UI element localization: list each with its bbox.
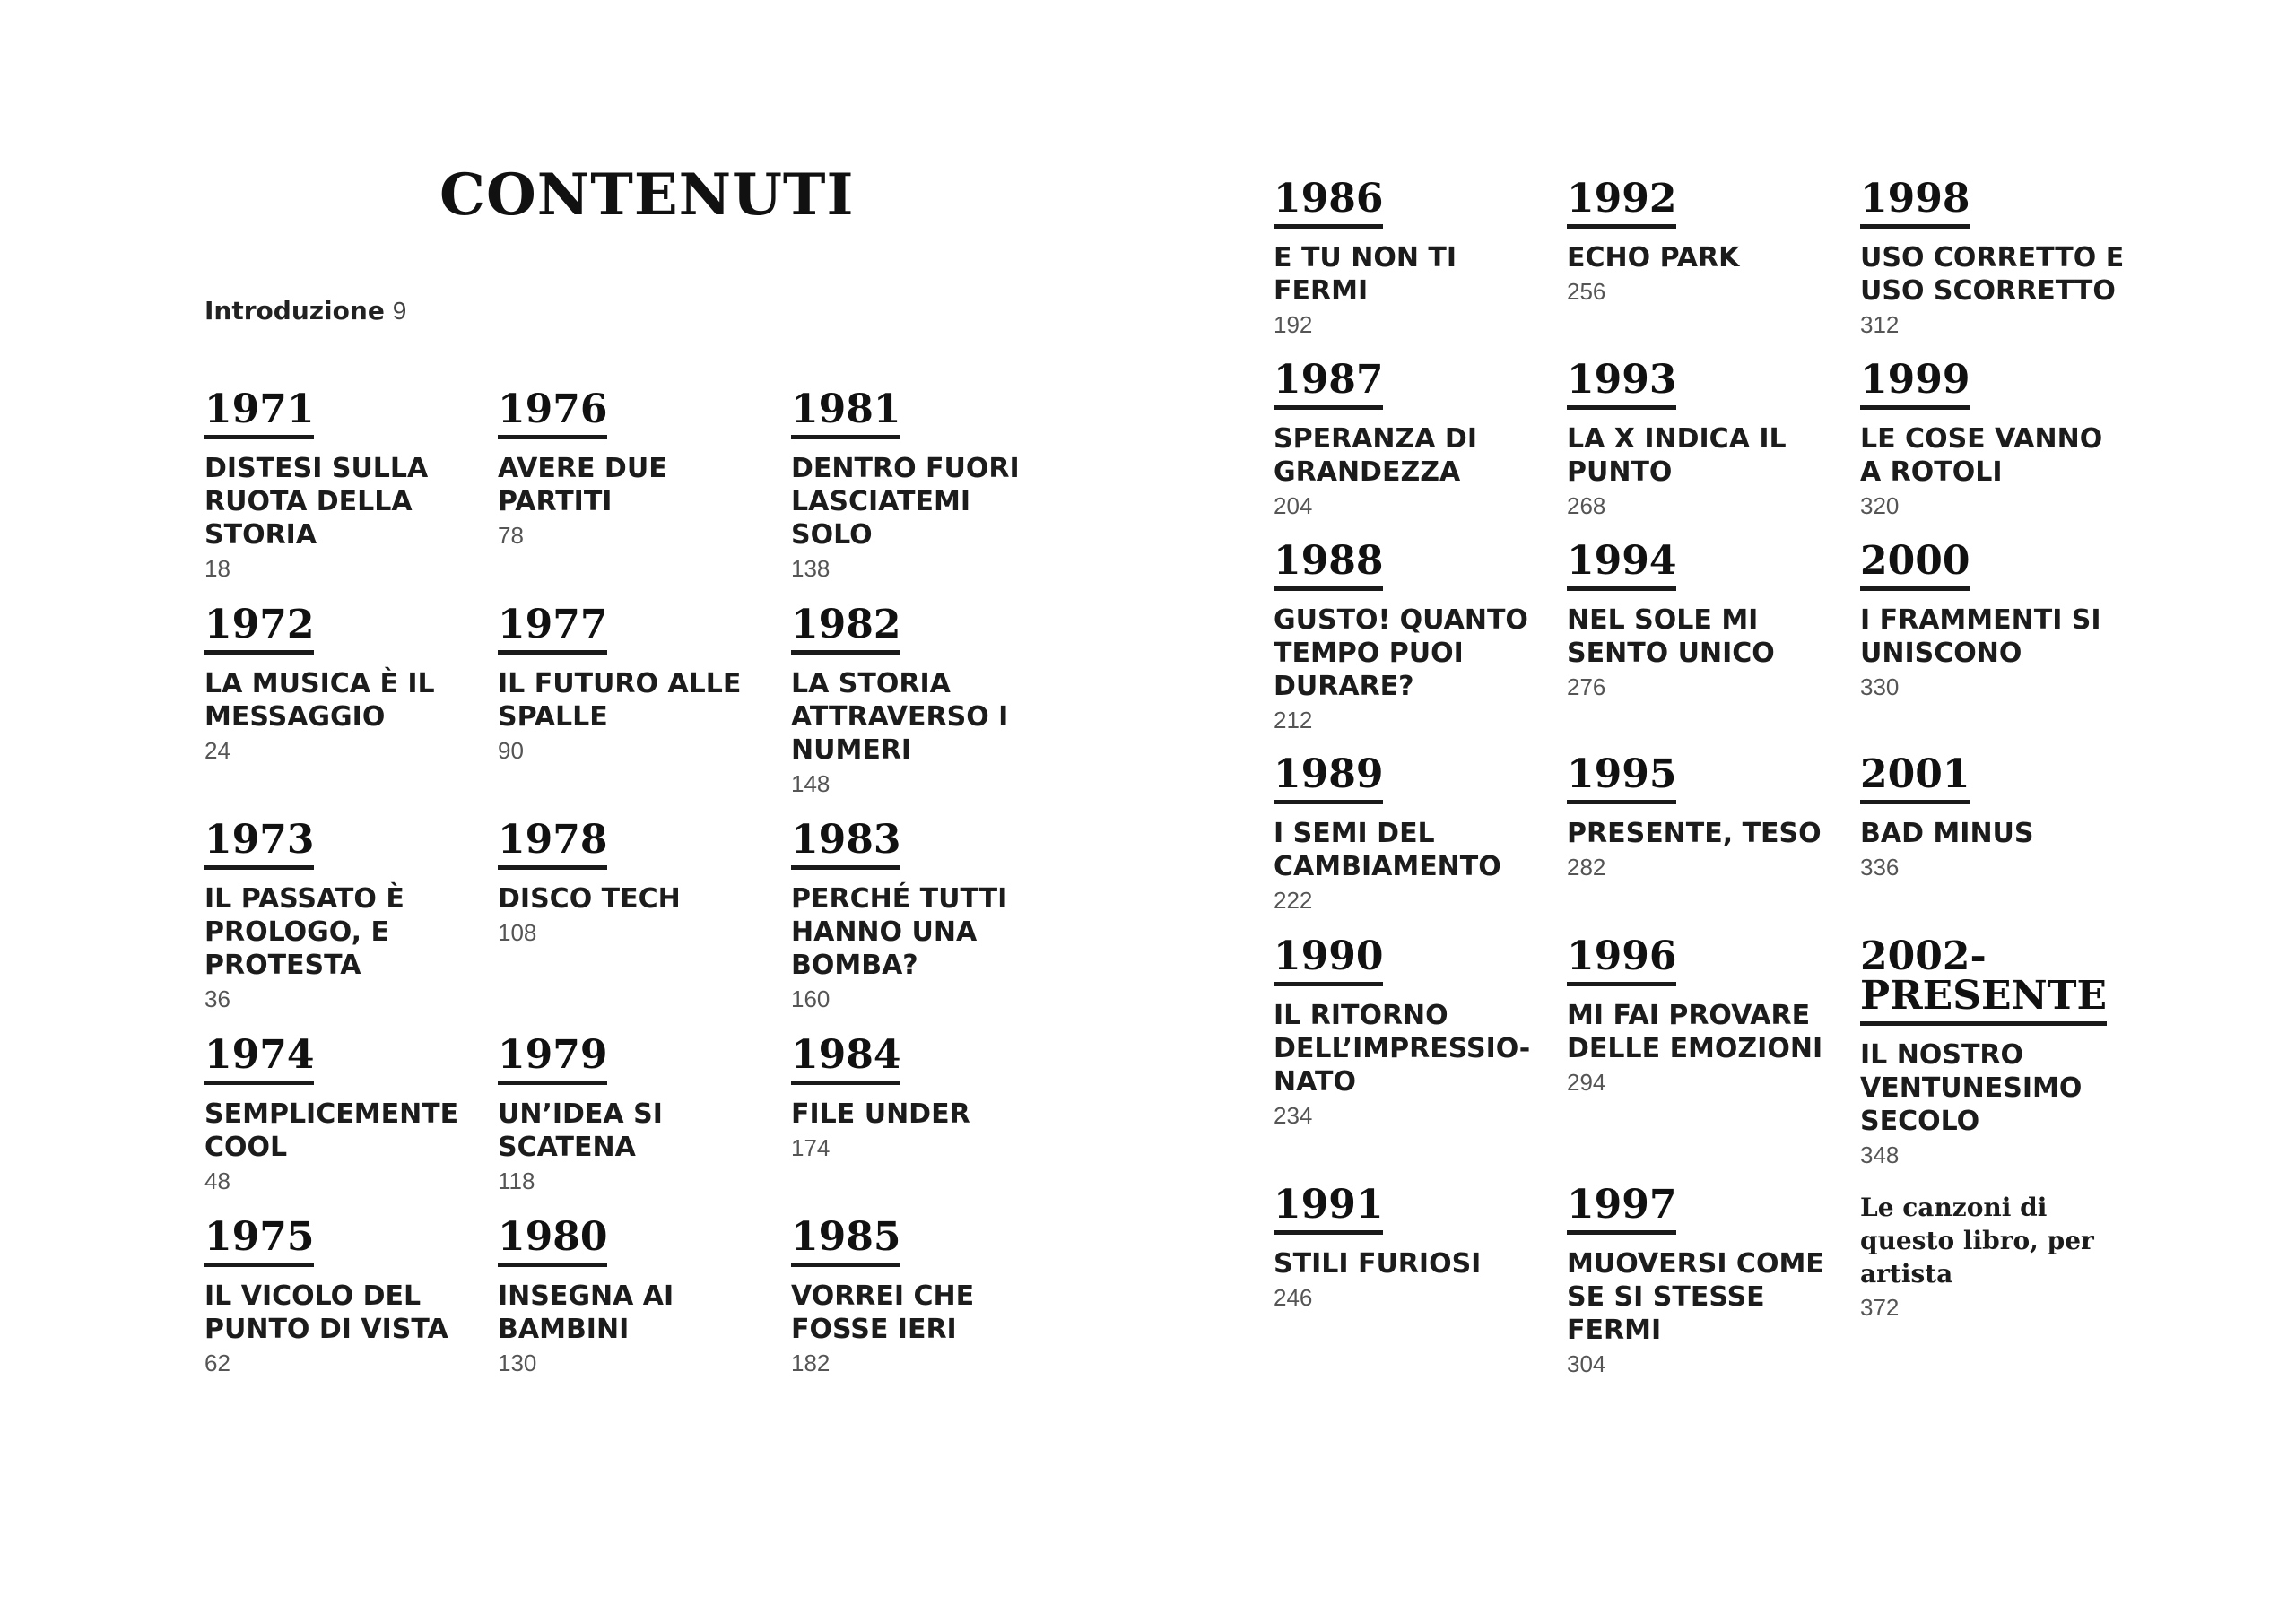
entry-page-number: 212 — [1274, 707, 1313, 733]
entry-year: 1995 — [1567, 755, 1676, 804]
entry-year: 1986 — [1274, 179, 1383, 229]
entry-title: IL RITORNO DELL’IMPRESSIO- NATO — [1274, 1000, 1531, 1098]
toc-entry[interactable] — [1567, 357, 1845, 519]
entry-page-number: 78 — [498, 522, 524, 549]
entry-page-number: 18 — [204, 555, 230, 582]
entry-page-number: 234 — [1274, 1102, 1313, 1129]
entry-year: 1997 — [1567, 1185, 1676, 1235]
entry-title: SEMPLICEMENTE COOL — [204, 1098, 459, 1163]
entry-page-number: 108 — [498, 919, 537, 946]
entry-year: 1981 — [791, 390, 900, 439]
entry-page-number: 320 — [1860, 492, 1900, 519]
entry-page-number: 24 — [204, 737, 230, 764]
entry-page-number: 276 — [1567, 673, 1606, 700]
entry-title: MI FAI PROVARE DELLE EMOZIONI — [1567, 1000, 1823, 1064]
toc-entry[interactable] — [1567, 1182, 1845, 1377]
entry-title: IL VICOLO DEL PUNTO DI VISTA — [204, 1280, 448, 1345]
entry-page-number: 246 — [1274, 1284, 1313, 1311]
entry-title: PRESENTE, TESO — [1567, 818, 1822, 849]
entry-title: LA STORIA ATTRAVERSO I NUMERI — [791, 668, 1009, 766]
toc-entry[interactable] — [204, 817, 483, 1012]
entry-page-number: 294 — [1567, 1069, 1606, 1096]
toc-entry[interactable] — [1274, 933, 1552, 1129]
toc-entry[interactable] — [791, 817, 1069, 1012]
entry-year: 1976 — [498, 390, 607, 439]
entry-year: 1991 — [1274, 1185, 1383, 1235]
toc-entry[interactable] — [1860, 933, 2138, 1168]
entry-page-number: 148 — [791, 770, 831, 797]
entry-page-number: 138 — [791, 555, 831, 582]
entry-title: I FRAMMENTI SI UNISCONO — [1860, 604, 2101, 669]
entry-page-number: 348 — [1860, 1141, 1900, 1168]
toc-entry[interactable] — [498, 386, 776, 549]
entry-title: STILI FURIOSI — [1274, 1248, 1482, 1280]
toc-entry[interactable] — [204, 1214, 483, 1376]
toc-entry[interactable] — [1567, 176, 1845, 305]
entry-title: VORREI CHE FOSSE IERI — [791, 1280, 975, 1345]
entry-page-number: 268 — [1567, 492, 1606, 519]
entry-year: 2001 — [1860, 755, 1970, 804]
toc-entry[interactable] — [498, 1214, 776, 1376]
toc-entry[interactable] — [204, 602, 483, 764]
entry-page-number: 282 — [1567, 854, 1606, 881]
entry-year: 1988 — [1274, 542, 1383, 591]
toc-entry[interactable] — [791, 1032, 1069, 1161]
entry-page-number: 48 — [204, 1167, 230, 1194]
entry-title: DENTRO FUORI LASCIATEMI SOLO — [791, 453, 1020, 551]
entry-title: DISTESI SULLA RUOTA DELLA STORIA — [204, 453, 429, 551]
toc-entry[interactable] — [204, 1032, 483, 1194]
toc-entry[interactable] — [498, 1032, 776, 1194]
entry-year: 1996 — [1567, 937, 1676, 986]
entry-title: IL NOSTRO VENTUNESIMO SECOLO — [1860, 1039, 2083, 1137]
entry-title: SPERANZA DI GRANDEZZA — [1274, 423, 1477, 488]
toc-entry[interactable] — [791, 602, 1069, 797]
toc-entry[interactable] — [1274, 538, 1552, 733]
entry-year: 1979 — [498, 1036, 607, 1085]
entry-page-number: 330 — [1860, 673, 1900, 700]
toc-entry[interactable] — [1567, 933, 1845, 1096]
entry-year: 1993 — [1567, 360, 1676, 410]
entry-page-number: 256 — [1567, 278, 1606, 305]
appendix-page-number: 372 — [1860, 1294, 1900, 1321]
entry-year: 1989 — [1274, 755, 1383, 804]
toc-introduction[interactable] — [204, 296, 406, 325]
entry-title: LA X INDICA IL PUNTO — [1567, 423, 1787, 488]
toc-entry[interactable] — [791, 1214, 1069, 1376]
entry-title: INSEGNA AI BAMBINI — [498, 1280, 674, 1345]
entry-year: 1973 — [204, 820, 314, 870]
entry-title: IL PASSATO È PROLOGO, E PROTESTA — [204, 883, 404, 981]
introduction-label: Introduzione — [204, 296, 385, 325]
entry-title: BAD MINUS — [1860, 818, 2034, 849]
entry-page-number: 36 — [204, 985, 230, 1012]
entry-year: 1985 — [791, 1218, 900, 1267]
entry-page-number: 182 — [791, 1350, 831, 1376]
entry-year: 1972 — [204, 605, 314, 655]
entry-page-number: 90 — [498, 737, 524, 764]
entry-year: 1978 — [498, 820, 607, 870]
entry-page-number: 304 — [1567, 1350, 1606, 1377]
toc-entry[interactable] — [1860, 751, 2138, 881]
entry-year: 1977 — [498, 605, 607, 655]
entry-page-number: 222 — [1274, 887, 1313, 914]
entry-title: IL FUTURO ALLE SPALLE — [498, 668, 742, 733]
toc-entry[interactable] — [1567, 538, 1845, 700]
entry-year: 1990 — [1274, 937, 1383, 986]
entry-year: 1987 — [1274, 360, 1383, 410]
entry-title: GUSTO! QUANTO TEMPO PUOI DURARE? — [1274, 604, 1528, 702]
entry-year: 1984 — [791, 1036, 900, 1085]
introduction-page-number: 9 — [392, 297, 407, 325]
entry-year: 1971 — [204, 390, 314, 439]
toc-entry[interactable] — [204, 386, 483, 582]
entry-page-number: 62 — [204, 1350, 230, 1376]
entry-page-number: 312 — [1860, 311, 1900, 338]
entry-page-number: 204 — [1274, 492, 1313, 519]
page-title: CONTENUTI — [439, 161, 855, 229]
entry-page-number: 192 — [1274, 311, 1313, 338]
toc-entry[interactable] — [1274, 176, 1552, 338]
entry-page-number: 160 — [791, 985, 831, 1012]
appendix-title: Le canzoni di questo libro, per artista — [1860, 1193, 2094, 1289]
toc-entry[interactable] — [498, 817, 776, 946]
entry-title: LA MUSICA È IL MESSAGGIO — [204, 668, 435, 733]
toc-entry[interactable] — [1860, 176, 2138, 338]
entry-year: 1983 — [791, 820, 900, 870]
entry-title: ECHO PARK — [1567, 242, 1740, 273]
entry-title: LE COSE VANNO A ROTOLI — [1860, 423, 2103, 488]
entry-year: 1974 — [204, 1036, 314, 1085]
entry-title: UN’IDEA SI SCATENA — [498, 1098, 663, 1163]
toc-entry[interactable] — [1860, 357, 2138, 519]
toc-entry[interactable] — [1274, 1182, 1552, 1311]
entry-title: MUOVERSI COME SE SI STESSE FERMI — [1567, 1248, 1824, 1346]
entry-title: I SEMI DEL CAMBIAMENTO — [1274, 818, 1501, 882]
entry-year: 1994 — [1567, 542, 1676, 591]
toc-entry[interactable] — [498, 602, 776, 764]
entry-title: DISCO TECH — [498, 883, 681, 915]
entry-title: USO CORRETTO E USO SCORRETTO — [1860, 242, 2125, 307]
toc-entry[interactable] — [1567, 751, 1845, 881]
entry-title: FILE UNDER — [791, 1098, 970, 1130]
entry-year: 1992 — [1567, 179, 1676, 229]
toc-entry[interactable] — [1274, 751, 1552, 914]
entry-title: AVERE DUE PARTITI — [498, 453, 667, 517]
entry-year: 1982 — [791, 605, 900, 655]
toc-entry[interactable] — [1860, 538, 2138, 700]
entry-title: E TU NON TI FERMI — [1274, 242, 1457, 307]
toc-entry[interactable] — [791, 386, 1069, 582]
entry-year: 1980 — [498, 1218, 607, 1267]
entry-year: 1999 — [1860, 360, 1970, 410]
entry-year: 2000 — [1860, 542, 1970, 591]
toc-appendix[interactable] — [1860, 1191, 2138, 1321]
entry-page-number: 336 — [1860, 854, 1900, 881]
entry-year: 2002- PRESENTE — [1860, 937, 2107, 1026]
entry-page-number: 174 — [791, 1134, 831, 1161]
entry-page-number: 118 — [498, 1167, 535, 1194]
toc-entry[interactable] — [1274, 357, 1552, 519]
entry-title: PERCHÉ TUTTI HANNO UNA BOMBA? — [791, 883, 1008, 981]
entry-year: 1998 — [1860, 179, 1970, 229]
entry-title: NEL SOLE MI SENTO UNICO — [1567, 604, 1775, 669]
entry-year: 1975 — [204, 1218, 314, 1267]
entry-page-number: 130 — [498, 1350, 537, 1376]
